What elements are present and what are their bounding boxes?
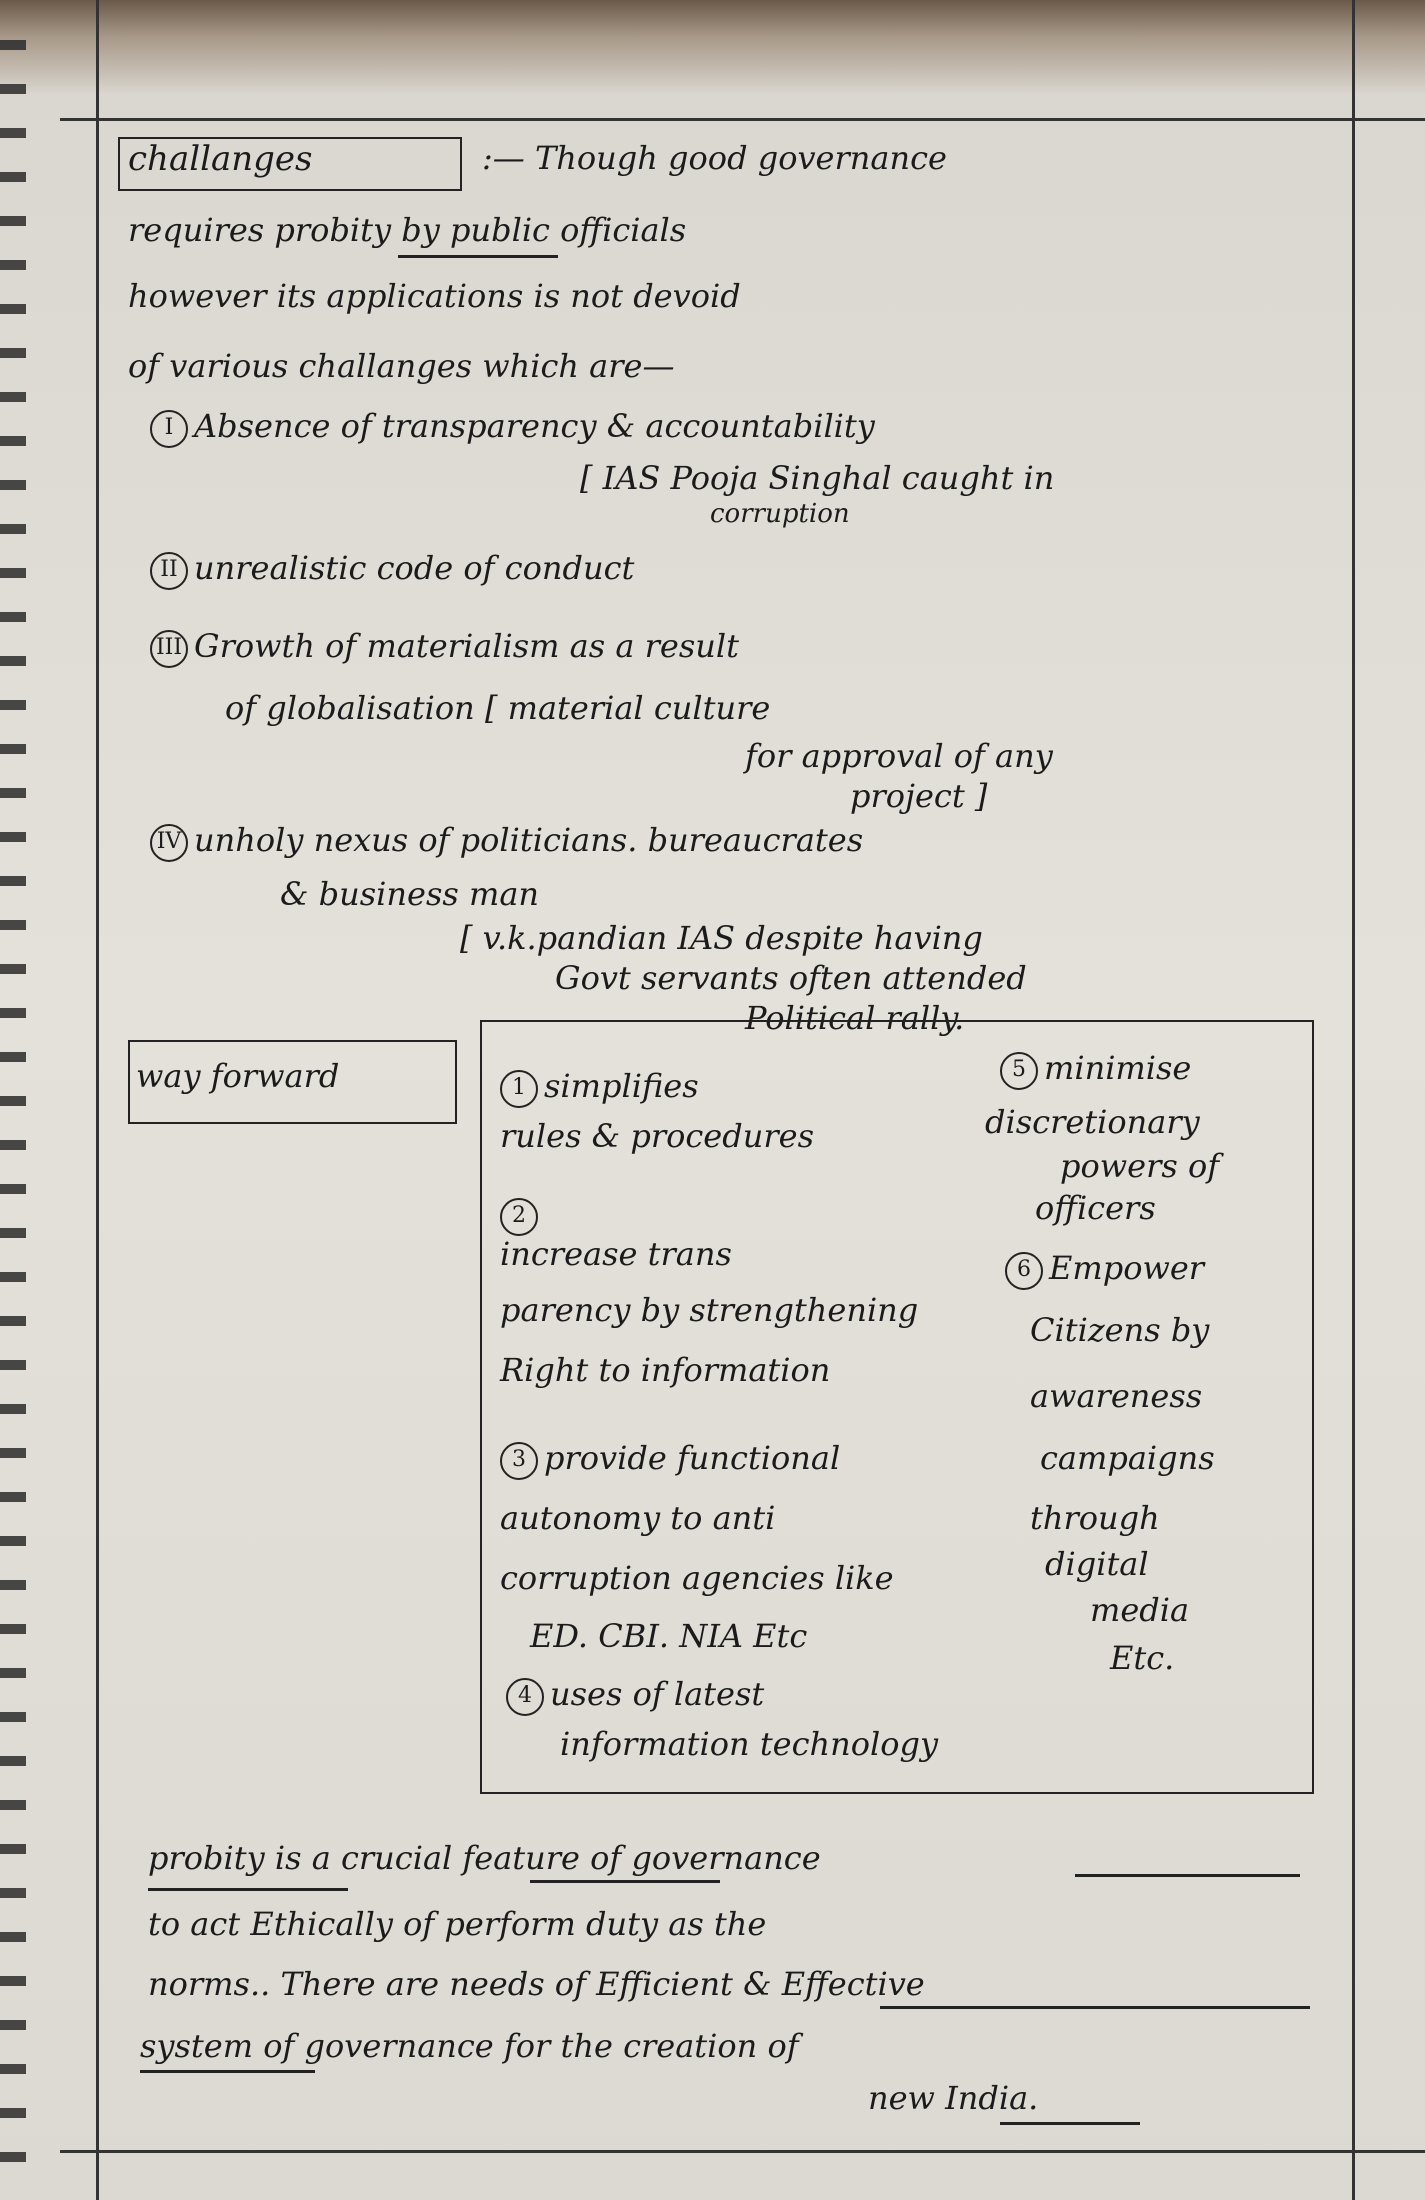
item-number-badge: 4 xyxy=(506,1678,544,1716)
governance-underline xyxy=(1075,1874,1300,1877)
item-number-badge: II xyxy=(150,552,188,590)
right-margin-line xyxy=(1352,0,1355,2200)
item-number-badge: 1 xyxy=(500,1070,538,1108)
challenge-item-4-line-5: Political rally. xyxy=(745,999,965,1037)
way-forward-item-4-line-2: information technology xyxy=(560,1725,939,1763)
left-margin-line xyxy=(96,0,99,2200)
way-forward-item-6-line-6: digital xyxy=(1045,1545,1149,1583)
item-number-badge: 6 xyxy=(1005,1252,1043,1290)
way-forward-item-4 xyxy=(506,1676,764,1716)
item-number-badge: 3 xyxy=(500,1442,538,1480)
item-number-badge: I xyxy=(150,410,188,448)
way-forward-item-6-line-5: through xyxy=(1030,1499,1160,1537)
way-forward-item-6-line-4: campaigns xyxy=(1040,1439,1215,1477)
conclusion-line-3: norms.. There are needs of Efficient & Effective xyxy=(148,1965,925,2003)
way-forward-item-1-line-2: rules & procedures xyxy=(500,1117,814,1155)
efficient-underline xyxy=(880,2006,1310,2009)
item-number-badge: 2 xyxy=(500,1198,538,1236)
item-text: simplifies xyxy=(544,1067,699,1105)
system-underline xyxy=(140,2070,315,2073)
way-forward-item-3-line-2: autonomy to anti xyxy=(500,1499,776,1537)
way-forward-item-6-line-3: awareness xyxy=(1030,1377,1203,1415)
item-text: Empower xyxy=(1049,1249,1205,1287)
page-top-shadow xyxy=(0,0,1425,95)
challenges-heading: challanges xyxy=(128,139,313,179)
conclusion-line-2: to act Ethically of perform duty as the xyxy=(148,1905,767,1943)
item-number-badge: 5 xyxy=(1000,1052,1038,1090)
way-forward-item-2-line-3: Right to information xyxy=(500,1351,831,1389)
way-forward-item-5-line-2: discretionary xyxy=(985,1103,1200,1141)
way-forward-item-5-line-4: officers xyxy=(1035,1189,1156,1227)
challenge-item-4-line-3: [ v.k.pandian IAS despite having xyxy=(460,919,983,957)
way-forward-item-1 xyxy=(500,1068,699,1108)
new-india-underline xyxy=(1000,2122,1140,2125)
way-forward-item-6-line-8: Etc. xyxy=(1110,1639,1175,1677)
way-forward-item-2-line-1: increase trans xyxy=(500,1235,732,1273)
challenge-item-3-line-2: of globalisation [ material culture xyxy=(225,689,771,727)
conclusion-line-1: probity is a crucial feature of governance xyxy=(148,1839,821,1877)
challenge-item-1-example: [ IAS Pooja Singhal caught in xyxy=(580,459,1055,497)
way-forward-item-3-line-4: ED. CBI. NIA Etc xyxy=(530,1617,808,1655)
conclusion-line-5: new India. xyxy=(868,2079,1039,2117)
way-forward-item-5-line-3: powers of xyxy=(1060,1147,1220,1185)
challenge-item-2 xyxy=(150,550,634,590)
way-forward-item-6-line-7: media xyxy=(1090,1591,1190,1629)
probity-underline-2 xyxy=(148,1888,348,1891)
challenge-item-4-line-2: & business man xyxy=(280,875,539,913)
challenge-item-1-example-2: corruption xyxy=(710,499,850,529)
item-text: Absence of transparency & accountability xyxy=(194,407,875,445)
item-text: Growth of materialism as a result xyxy=(194,627,739,665)
item-text: provide functional xyxy=(544,1439,841,1477)
way-forward-item-6 xyxy=(1005,1250,1204,1290)
item-text: unholy nexus of politicians. bureaucrates xyxy=(194,821,864,859)
way-forward-item-6-line-2: Citizens by xyxy=(1030,1311,1210,1349)
bottom-margin-line xyxy=(60,2150,1425,2153)
item-text: uses of latest xyxy=(550,1675,765,1713)
item-text: unrealistic code of conduct xyxy=(194,549,635,587)
spiral-binding xyxy=(0,40,26,2180)
intro-line-3: however its applications is not devoid xyxy=(128,277,741,315)
way-forward-item-5 xyxy=(1000,1050,1191,1090)
intro-line-4: of various challanges which are— xyxy=(128,347,675,385)
way-forward-item-2-line-2: parency by strengthening xyxy=(500,1291,919,1329)
way-forward-item-3 xyxy=(500,1440,840,1480)
item-number-badge: III xyxy=(150,630,188,668)
challenge-item-3-line-4: project ] xyxy=(850,777,988,815)
challenge-item-3 xyxy=(150,628,739,668)
intro-line-2: requires probity by public officials xyxy=(128,211,687,249)
item-text: minimise xyxy=(1044,1049,1192,1087)
conclusion-line-4: system of governance for the creation of xyxy=(140,2027,799,2065)
challenge-item-3-line-3: for approval of any xyxy=(745,737,1053,775)
challenge-item-4 xyxy=(150,822,863,862)
way-forward-item-2 xyxy=(500,1196,544,1236)
top-margin-line xyxy=(60,118,1425,121)
item-number-badge: IV xyxy=(150,824,188,862)
way-forward-heading: way forward xyxy=(136,1057,340,1095)
challenge-item-1 xyxy=(150,408,875,448)
probity-underline xyxy=(398,255,558,258)
way-forward-item-3-line-3: corruption agencies like xyxy=(500,1559,894,1597)
intro-line-1: :— Though good governance xyxy=(482,139,947,177)
crucial-underline xyxy=(530,1880,720,1883)
challenge-item-4-line-4: Govt servants often attended xyxy=(555,959,1027,997)
